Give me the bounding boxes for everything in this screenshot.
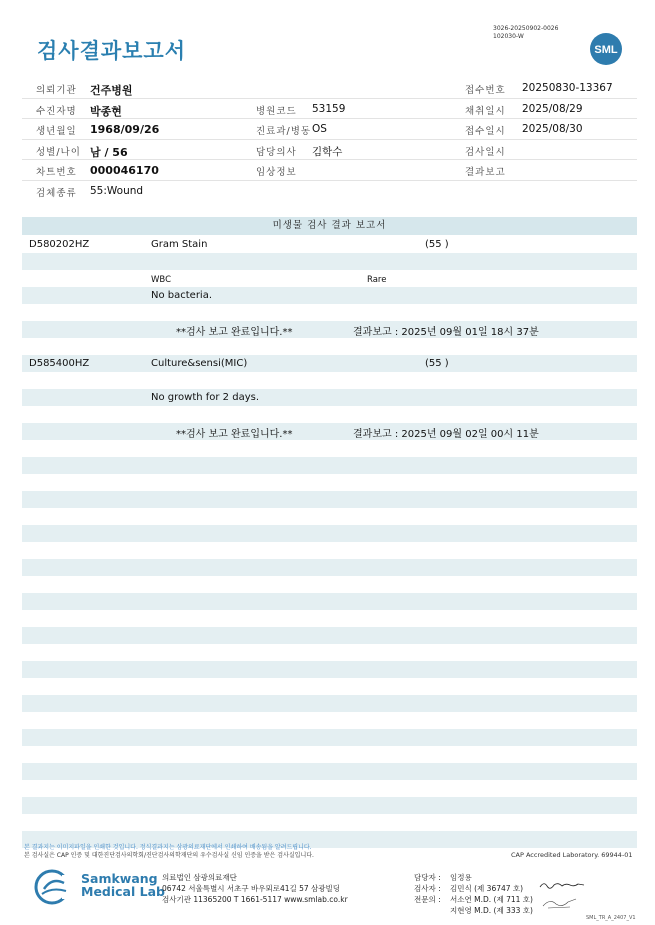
badge-text: SML — [594, 44, 618, 56]
value-receipt-date: 2025/08/30 — [522, 123, 583, 135]
stripe — [22, 729, 637, 746]
label-receipt-date: 접수일시 — [465, 126, 506, 137]
cap-accreditation: CAP Accredited Laboratory. 69944-01 — [511, 851, 633, 859]
wbc-value: Rare — [367, 275, 387, 285]
test2-complete: **검사 보고 완료입니다.** — [176, 429, 293, 440]
patient-info-table — [22, 78, 637, 201]
info-row-4 — [22, 140, 637, 161]
label-receipt-number: 접수번호 — [465, 85, 506, 96]
value-doctor: 김학수 — [312, 145, 343, 158]
org-address: 06742 서울특별시 서초구 바우뫼로41길 57 삼광빌딩 — [162, 884, 341, 893]
value-chart-number: 000046170 — [90, 164, 159, 177]
samkwang-logo-icon — [34, 869, 76, 905]
stripe — [22, 287, 637, 304]
form-code: SML_TR_A_2407_V1 — [586, 915, 636, 921]
label-patient-name: 수진자명 — [36, 105, 77, 117]
sml-badge-icon — [589, 32, 623, 66]
value-sex-age: 남 / 56 — [90, 145, 128, 159]
staff-specialist-1: 서소연 M.D. (제 711 호) — [450, 895, 533, 904]
wbc-label: WBC — [151, 275, 172, 285]
staff-tester-label: 검사자 : — [414, 884, 441, 893]
label-specimen-type: 검체종류 — [36, 187, 77, 199]
stripe — [22, 661, 637, 678]
tester-signature-icon — [538, 880, 586, 890]
stripe — [22, 423, 637, 440]
test2-name: Culture&sensi(MIC) — [151, 358, 248, 369]
print-notice: 본 결과지는 이미지파일을 인쇄한 것입니다. 정식결과지는 삼광의료재단에서 인쇄하여 배송됨을 알려드립니다. — [24, 844, 312, 851]
test2-specimen: (55 ) — [425, 358, 449, 369]
label-birth-date: 생년월일 — [36, 126, 77, 137]
value-requesting-org: 건주병원 — [90, 84, 133, 97]
label-sex-age: 성별/나이 — [36, 146, 81, 158]
section-title: 미생물 검사 결과 보고서 — [22, 217, 637, 235]
logo-line2: Medical Lab — [81, 884, 165, 899]
document-id — [493, 25, 558, 41]
label-hospital-code: 병원코드 — [256, 105, 297, 117]
stripe — [22, 457, 637, 474]
stripe — [22, 389, 637, 406]
stripe — [22, 321, 637, 338]
test2-report-time: 결과보고 : 2025년 09월 02일 00시 11분 — [353, 429, 539, 440]
test1-complete: **검사 보고 완료입니다.** — [176, 327, 293, 338]
culture-result: No growth for 2 days. — [151, 392, 260, 403]
test1-specimen: (55 ) — [425, 239, 449, 250]
info-row-6 — [22, 181, 637, 202]
info-row-3 — [22, 119, 637, 140]
value-hospital-code: 53159 — [312, 102, 346, 115]
staff-manager-name: 임정용 — [450, 873, 472, 882]
staff-specialist-2: 지현영 M.D. (제 333 호) — [450, 906, 533, 915]
label-department: 진료과/병동 — [256, 126, 312, 137]
label-chart-number: 차트번호 — [36, 167, 77, 178]
value-patient-name: 박종현 — [90, 104, 122, 118]
value-department: OS — [312, 123, 327, 135]
stripe — [22, 763, 637, 780]
stripe — [22, 491, 637, 508]
logo-line1: Samkwang — [81, 871, 158, 886]
page-title: 검사결과보고서 — [37, 39, 187, 63]
value-collection-date: 2025/08/29 — [522, 102, 583, 115]
value-specimen-type: 55:Wound — [90, 184, 144, 197]
accreditation-notice: 본 검사실은 CAP 인증 및 대한진단검사의학회/진단검사의학재단의 우수검사실 신임 인증을 받은 검사실입니다. — [24, 852, 314, 859]
stripe — [22, 593, 637, 610]
label-test-date: 검사일시 — [465, 146, 506, 158]
test2-code: D585400HZ — [29, 358, 90, 369]
label-clinical-info: 임상정보 — [256, 167, 297, 178]
org-name: 의료법인 삼광의료재단 — [162, 873, 237, 882]
stripe — [22, 525, 637, 542]
stripe — [22, 355, 637, 372]
stripe — [22, 695, 637, 712]
stripe — [22, 253, 637, 270]
value-receipt-number: 20250830-13367 — [522, 82, 613, 94]
company-logo-text — [81, 872, 165, 898]
staff-manager-label: 담당자 : — [414, 873, 441, 882]
label-result-report: 결과보고 — [465, 167, 506, 178]
info-row-2 — [22, 99, 637, 120]
specialist-signature-icon — [540, 896, 580, 910]
stripe — [22, 627, 637, 644]
document-id-line2: 102030-W — [493, 33, 524, 40]
stripe — [22, 797, 637, 814]
org-contact: 검사기관 11365200 T 1661-5117 www.smlab.co.kr — [162, 895, 348, 904]
staff-tester-name: 김민식 (제 36747 호) — [450, 884, 524, 893]
test1-report-time: 결과보고 : 2025년 09월 01일 18시 37분 — [353, 327, 539, 338]
stripe — [22, 559, 637, 576]
staff-specialist-label: 전문의 : — [414, 895, 441, 904]
gram-result: No bacteria. — [151, 290, 213, 301]
document-id-line1: 3026-20250902-0026 — [493, 25, 559, 32]
value-birth-date: 1968/09/26 — [90, 123, 160, 136]
info-row-1 — [22, 78, 637, 99]
label-requesting-org: 의뢰기관 — [36, 85, 77, 96]
info-row-5 — [22, 160, 637, 181]
test1-code: D580202HZ — [29, 239, 90, 250]
label-doctor: 담당의사 — [256, 146, 297, 158]
label-collection-date: 채취일시 — [465, 105, 506, 117]
test1-name: Gram Stain — [151, 239, 208, 250]
